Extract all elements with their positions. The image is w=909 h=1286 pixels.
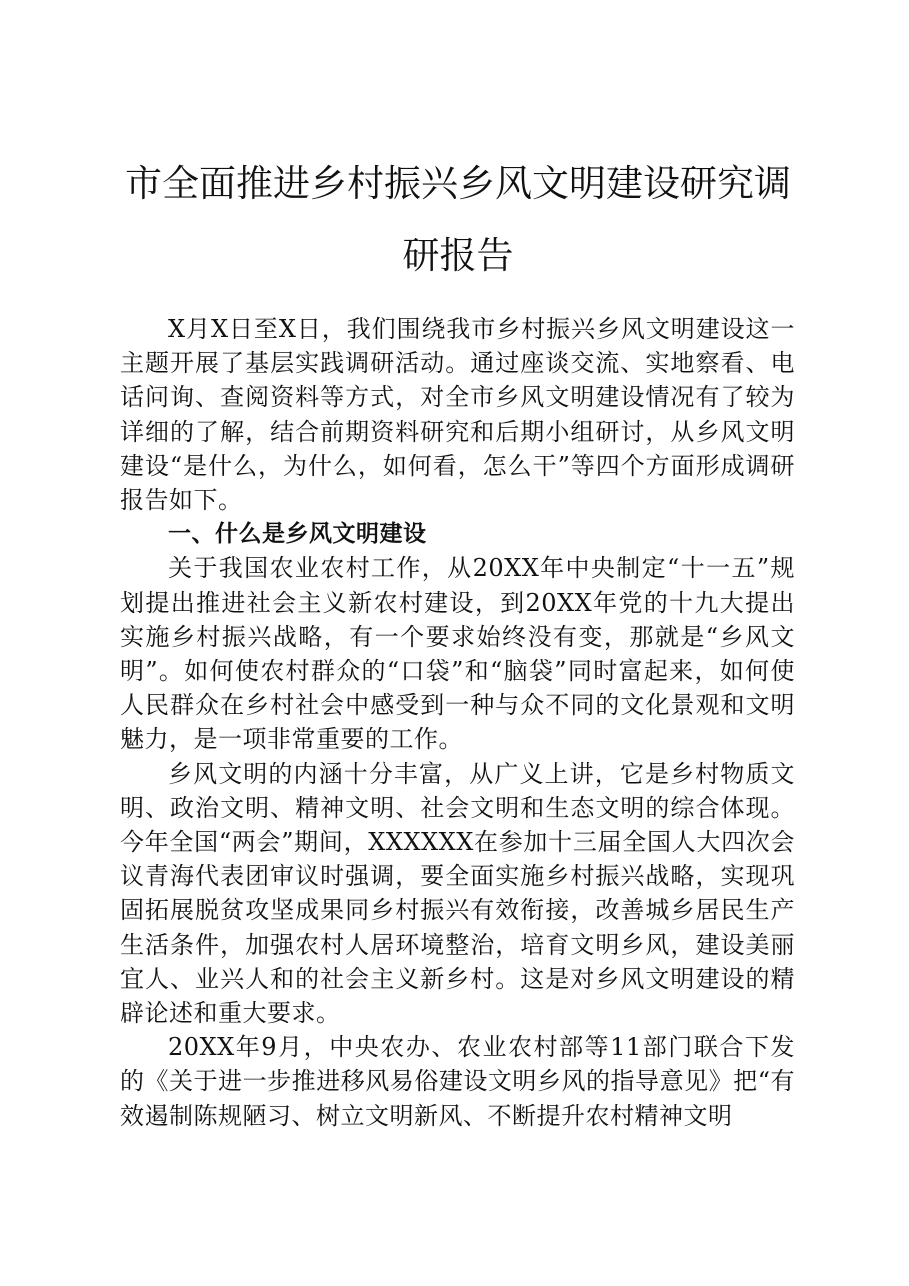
intro-paragraph: X月X日至X日，我们围绕我市乡村振兴乡风文明建设这一主题开展了基层实践调研活动。通过座谈交流、实地察看、电话问询、查阅资料等方式，对全市乡风文明建设情况有了较为详细的了解，结合前期资料研究和后期小组研讨，从乡风文明建设“是什么，为什么，如何看，怎么干”等四个方面形成调研报告如下。 xyxy=(120,315,795,515)
document-body xyxy=(120,312,795,1133)
body-paragraph: 乡风文明的内涵十分丰富，从广义上讲，它是乡村物质文明、政治文明、精神文明、社会文明和生态文明的综合体现。今年全国“两会”期间，XXXXXX在参加十三届全国人大四次会议青海代表团审议时强调，要全面实施乡村振兴战略，实现巩固拓展脱贫攻坚成果同乡村振兴有效衔接，改善城乡居民生产生活条件，加强农村人居环境整治，培育文明乡风，建设美丽宜人、业兴人和的社会主义新乡村。这是对乡风文明建设的精辟论述和重大要求。 xyxy=(120,759,795,1028)
body-paragraph: 20XX年9月，中央农办、农业农村部等11部门联合下发的《关于进一步推进移风易俗建设文明乡风的指导意见》把“有效遏制陈规陋习、树立文明新风、不断提升农村精神文明 xyxy=(120,1033,795,1130)
body-paragraph: 关于我国农业农村工作，从20XX年中央制定“十一五”规划提出推进社会主义新农村建设，到20XX年党的十九大提出实施乡村振兴战略，有一个要求始终没有变，那就是“乡风文明”。如何使农村群众的“口袋”和“脑袋”同时富起来，如何使人民群众在乡村社会中感受到一种与众不同的文化景观和文明魅力，是一项非常重要的工作。 xyxy=(120,554,795,754)
section-heading: 一、什么是乡风文明建设 xyxy=(168,521,427,548)
document-title: 市全面推进乡村振兴乡风文明建设研究调研报告 xyxy=(125,162,791,277)
